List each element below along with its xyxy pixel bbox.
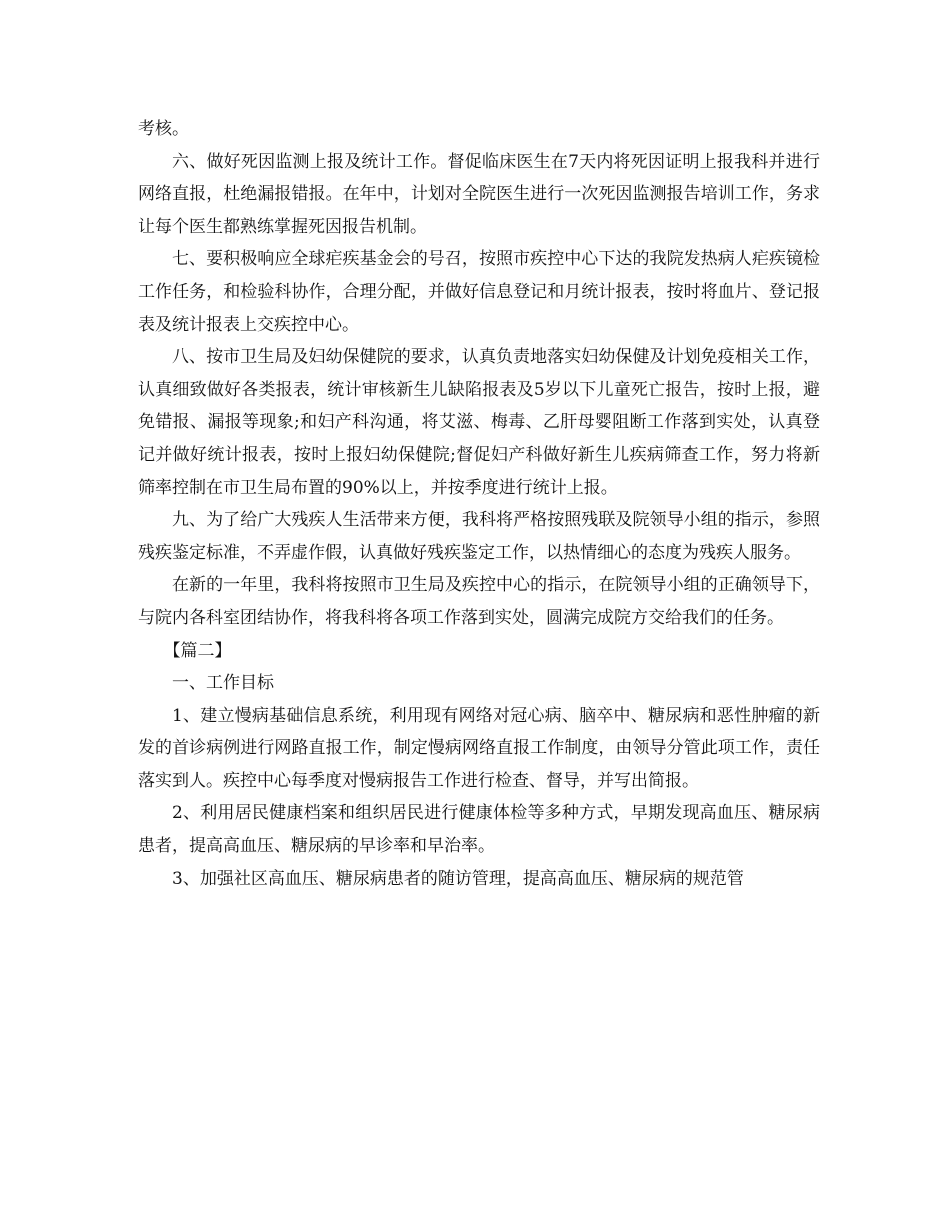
paragraph-0: 考核。 xyxy=(138,119,189,139)
paragraph-5: 在新的一年里，我科将按照市卫生局及疾控中心的指示，在院领导小组的正确领导下，与院内各科室团结协作，将我科将各项工作落到实处，圆满完成院方交给我们的任务。 xyxy=(138,575,820,628)
paragraph-3: 八、按市卫生局及妇幼保健院的要求，认真负责地落实妇幼保健及计划免疫相关工作，认真细致做好各类报表，统计审核新生儿缺陷报表及5岁以下儿童死亡报告，按时上报，避免错报、漏报等现象;和妇产科沟通，将艾滋、梅毒、乙肝母婴阻断工作落到实处，认真登记并做好统计报表，按时上报妇幼保健院;督促妇产科做好新生儿疾病筛查工作，努力将新筛率控制在市卫生局布置的90%以上，并按季度进行统计上报。 xyxy=(138,347,820,498)
paragraph-9: 2、利用居民健康档案和组织居民进行健康体检等多种方式，早期发现高血压、糖尿病患者，提高高血压、糖尿病的早诊率和早治率。 xyxy=(138,803,820,857)
section-heading: 【篇二】 xyxy=(163,640,232,661)
paragraph-8: 1、建立慢病基础信息系统，利用现有网络对冠心病、脑卒中、糖尿病和恶性肿瘤的新发的首诊病例进行网路直报工作，制定慢病网络直报工作制度，由领导分管此项工作，责任落实到人。疾控中心每季度对慢病报告工作进行检查、督导，并写出简报。 xyxy=(138,705,820,791)
paragraph-2: 七、要积极响应全球疟疾基金会的号召，按照市疾控中心下达的我院发热病人疟疾镜检工作任务，和检验科协作，合理分配，并做好信息登记和月统计报表，按时将血片、登记报表及统计报表上交疾控中心。 xyxy=(138,249,820,335)
paragraph-7: 一、工作目标 xyxy=(172,673,274,694)
paragraph-4: 九、为了给广大残疾人生活带来方便，我科将严格按照残联及院领导小组的指示，参照残疾鉴定标准，不弄虚作假，认真做好残疾鉴定工作，以热情细心的态度为残疾人服务。 xyxy=(138,510,820,563)
document-page xyxy=(138,113,820,895)
paragraph-1: 六、做好死因监测上报及统计工作。督促临床医生在7天内将死因证明上报我科并进行网络直报，杜绝漏报错报。在年中，计划对全院医生进行一次死因监测报告培训工作，务求让每个医生都熟练掌握死因报告机制。 xyxy=(138,151,820,237)
paragraph-10: 3、加强社区高血压、糖尿病患者的随访管理，提高高血压、糖尿病的规范管 xyxy=(172,868,744,889)
